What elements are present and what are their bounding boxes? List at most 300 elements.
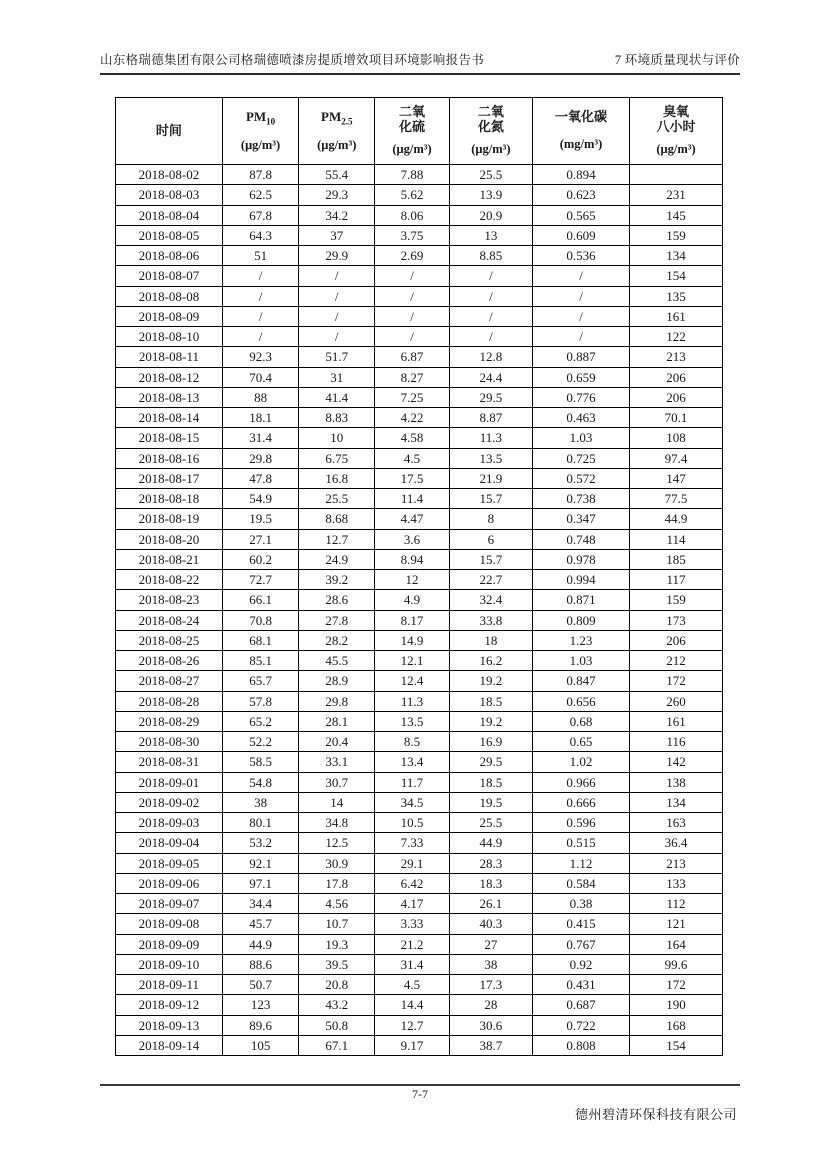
footer-rule — [100, 1084, 740, 1086]
value-cell: 1.12 — [532, 853, 629, 873]
value-cell: 44.9 — [630, 509, 723, 529]
value-cell: 1.03 — [532, 651, 629, 671]
date-cell: 2018-08-29 — [116, 711, 223, 731]
value-cell: 13 — [449, 225, 532, 245]
value-cell: 4.22 — [375, 408, 450, 428]
table-row — [116, 995, 723, 1015]
table-row — [116, 387, 723, 407]
value-cell: 9.17 — [375, 1035, 450, 1055]
table-row — [116, 975, 723, 995]
column-unit: (μg/m³) — [656, 142, 696, 157]
value-cell: 36.4 — [630, 833, 723, 853]
value-cell: 3.33 — [375, 914, 450, 934]
value-cell: 4.5 — [375, 448, 450, 468]
date-cell: 2018-09-11 — [116, 975, 223, 995]
value-cell: 134 — [630, 246, 723, 266]
value-cell: 45.7 — [222, 914, 298, 934]
date-cell: 2018-08-06 — [116, 246, 223, 266]
value-cell: / — [222, 327, 298, 347]
table-row — [116, 347, 723, 367]
value-cell: / — [449, 266, 532, 286]
value-cell: / — [375, 327, 450, 347]
table-row — [116, 489, 723, 509]
value-cell: 4.5 — [375, 975, 450, 995]
value-cell: 41.4 — [299, 387, 375, 407]
value-cell: 54.9 — [222, 489, 298, 509]
value-cell: 0.738 — [532, 489, 629, 509]
value-cell: 6.87 — [375, 347, 450, 367]
value-cell: 16.2 — [449, 651, 532, 671]
value-cell: 135 — [630, 286, 723, 306]
table-row — [116, 327, 723, 347]
value-cell: 168 — [630, 1015, 723, 1035]
value-cell: 66.1 — [222, 590, 298, 610]
value-cell: 16.8 — [299, 468, 375, 488]
value-cell: 31 — [299, 367, 375, 387]
value-cell: 10.7 — [299, 914, 375, 934]
value-cell: 29.1 — [375, 853, 450, 873]
date-cell: 2018-09-01 — [116, 772, 223, 792]
value-cell: 163 — [630, 813, 723, 833]
value-cell: 154 — [630, 1035, 723, 1055]
value-cell: 58.5 — [222, 752, 298, 772]
value-cell: 112 — [630, 894, 723, 914]
value-cell: 24.9 — [299, 549, 375, 569]
value-cell: 0.92 — [532, 954, 629, 974]
value-cell: 0.584 — [532, 873, 629, 893]
table-row — [116, 813, 723, 833]
value-cell: 8.27 — [375, 367, 450, 387]
value-cell: 19.2 — [449, 711, 532, 731]
value-cell: 114 — [630, 529, 723, 549]
value-cell: / — [299, 306, 375, 326]
date-cell: 2018-08-02 — [116, 165, 223, 185]
value-cell: 154 — [630, 266, 723, 286]
value-cell: 19.5 — [222, 509, 298, 529]
value-cell: 4.9 — [375, 590, 450, 610]
value-cell: 0.887 — [532, 347, 629, 367]
value-cell: 8 — [449, 509, 532, 529]
value-cell: 12.1 — [375, 651, 450, 671]
value-cell: 0.463 — [532, 408, 629, 428]
date-cell: 2018-08-08 — [116, 286, 223, 306]
value-cell: 3.6 — [375, 529, 450, 549]
value-cell: 0.431 — [532, 975, 629, 995]
table-row — [116, 529, 723, 549]
value-cell: 99.6 — [630, 954, 723, 974]
column-header — [449, 98, 532, 165]
column-unit: (μg/m³) — [240, 138, 281, 153]
table-row — [116, 792, 723, 812]
value-cell: 28.9 — [299, 671, 375, 691]
value-cell: 2.69 — [375, 246, 450, 266]
date-cell: 2018-08-28 — [116, 691, 223, 711]
value-cell: 29.9 — [299, 246, 375, 266]
value-cell: 39.2 — [299, 570, 375, 590]
value-cell: 38 — [222, 792, 298, 812]
value-cell: 65.7 — [222, 671, 298, 691]
value-cell: / — [299, 286, 375, 306]
value-cell: 5.62 — [375, 185, 450, 205]
date-cell: 2018-08-23 — [116, 590, 223, 610]
value-cell: 0.596 — [532, 813, 629, 833]
value-cell: 43.2 — [299, 995, 375, 1015]
table-row — [116, 286, 723, 306]
value-cell: 21.2 — [375, 934, 450, 954]
date-cell: 2018-09-09 — [116, 934, 223, 954]
value-cell: 0.515 — [532, 833, 629, 853]
date-cell: 2018-08-14 — [116, 408, 223, 428]
value-cell: 161 — [630, 711, 723, 731]
value-cell: 18.5 — [449, 772, 532, 792]
table-row — [116, 165, 723, 185]
value-cell: 40.3 — [449, 914, 532, 934]
value-cell: 30.9 — [299, 853, 375, 873]
value-cell: 27 — [449, 934, 532, 954]
value-cell: 52.2 — [222, 732, 298, 752]
date-cell: 2018-09-02 — [116, 792, 223, 812]
value-cell: 68.1 — [222, 630, 298, 650]
value-cell: 213 — [630, 347, 723, 367]
date-cell: 2018-09-13 — [116, 1015, 223, 1035]
table-header-row — [116, 98, 723, 165]
value-cell: 108 — [630, 428, 723, 448]
value-cell: 172 — [630, 975, 723, 995]
table-row — [116, 752, 723, 772]
value-cell: / — [375, 286, 450, 306]
value-cell: 3.75 — [375, 225, 450, 245]
date-cell: 2018-09-14 — [116, 1035, 223, 1055]
value-cell: 0.871 — [532, 590, 629, 610]
value-cell: 0.415 — [532, 914, 629, 934]
date-cell: 2018-09-12 — [116, 995, 223, 1015]
value-cell: 8.87 — [449, 408, 532, 428]
value-cell: 31.4 — [222, 428, 298, 448]
value-cell: 8.17 — [375, 610, 450, 630]
value-cell: 28.1 — [299, 711, 375, 731]
table-row — [116, 1035, 723, 1055]
value-cell: 44.9 — [222, 934, 298, 954]
column-title: 二氧 化氮 — [477, 104, 504, 135]
value-cell: 0.722 — [532, 1015, 629, 1035]
date-cell: 2018-08-25 — [116, 630, 223, 650]
value-cell: 34.2 — [299, 205, 375, 225]
value-cell: 11.3 — [449, 428, 532, 448]
column-unit: (μg/m³) — [471, 142, 511, 157]
value-cell: 7.88 — [375, 165, 450, 185]
value-cell: 0.68 — [532, 711, 629, 731]
table-row — [116, 914, 723, 934]
value-cell: 0.687 — [532, 995, 629, 1015]
value-cell: 28.2 — [299, 630, 375, 650]
value-cell: 173 — [630, 610, 723, 630]
date-cell: 2018-08-26 — [116, 651, 223, 671]
value-cell: 88.6 — [222, 954, 298, 974]
value-cell: 0.847 — [532, 671, 629, 691]
value-cell: 44.9 — [449, 833, 532, 853]
date-cell: 2018-08-16 — [116, 448, 223, 468]
value-cell: 64.3 — [222, 225, 298, 245]
table-row — [116, 266, 723, 286]
value-cell: 14.9 — [375, 630, 450, 650]
value-cell: 27.1 — [222, 529, 298, 549]
value-cell: 0.659 — [532, 367, 629, 387]
table-row — [116, 610, 723, 630]
value-cell: 0.347 — [532, 509, 629, 529]
value-cell: 190 — [630, 995, 723, 1015]
date-cell: 2018-08-27 — [116, 671, 223, 691]
value-cell: 122 — [630, 327, 723, 347]
date-cell: 2018-08-07 — [116, 266, 223, 286]
value-cell: 20.8 — [299, 975, 375, 995]
value-cell: 1.02 — [532, 752, 629, 772]
value-cell: 0.978 — [532, 549, 629, 569]
value-cell: 13.5 — [449, 448, 532, 468]
value-cell: 85.1 — [222, 651, 298, 671]
value-cell: 6.75 — [299, 448, 375, 468]
date-cell: 2018-09-05 — [116, 853, 223, 873]
table-row — [116, 225, 723, 245]
value-cell: 77.5 — [630, 489, 723, 509]
date-cell: 2018-08-22 — [116, 570, 223, 590]
date-cell: 2018-09-06 — [116, 873, 223, 893]
value-cell: 47.8 — [222, 468, 298, 488]
value-cell: 4.17 — [375, 894, 450, 914]
value-cell: / — [532, 286, 629, 306]
value-cell: 18.1 — [222, 408, 298, 428]
column-header — [375, 98, 450, 165]
value-cell: 51 — [222, 246, 298, 266]
table-row — [116, 590, 723, 610]
date-cell: 2018-09-04 — [116, 833, 223, 853]
column-title: 二氧 化硫 — [398, 104, 425, 135]
value-cell: 26.1 — [449, 894, 532, 914]
table-body — [116, 165, 723, 1056]
value-cell: 88 — [222, 387, 298, 407]
value-cell: 164 — [630, 934, 723, 954]
value-cell: 38 — [449, 954, 532, 974]
value-cell: 45.5 — [299, 651, 375, 671]
value-cell: 34.4 — [222, 894, 298, 914]
value-cell: 18.5 — [449, 691, 532, 711]
value-cell: 6 — [449, 529, 532, 549]
value-cell: 10.5 — [375, 813, 450, 833]
column-header — [116, 98, 223, 165]
value-cell: 7.25 — [375, 387, 450, 407]
date-cell: 2018-09-07 — [116, 894, 223, 914]
value-cell: 4.56 — [299, 894, 375, 914]
column-title: $PM_{2.5}$ — [321, 108, 353, 127]
date-cell: 2018-08-03 — [116, 185, 223, 205]
table-row — [116, 428, 723, 448]
column-unit: (μg/m³) — [317, 138, 357, 153]
value-cell: 32.4 — [449, 590, 532, 610]
column-header — [532, 98, 629, 165]
value-cell: 10 — [299, 428, 375, 448]
value-cell: 60.2 — [222, 549, 298, 569]
value-cell: / — [375, 266, 450, 286]
table-row — [116, 205, 723, 225]
date-cell: 2018-08-21 — [116, 549, 223, 569]
value-cell: 27.8 — [299, 610, 375, 630]
value-cell: 30.7 — [299, 772, 375, 792]
value-cell: / — [222, 306, 298, 326]
value-cell: 80.1 — [222, 813, 298, 833]
value-cell: 53.2 — [222, 833, 298, 853]
value-cell: 14.4 — [375, 995, 450, 1015]
value-cell: 161 — [630, 306, 723, 326]
value-cell: / — [222, 266, 298, 286]
value-cell: / — [532, 306, 629, 326]
table-row — [116, 954, 723, 974]
value-cell: 147 — [630, 468, 723, 488]
value-cell: 19.5 — [449, 792, 532, 812]
table-row — [116, 853, 723, 873]
value-cell: 34.5 — [375, 792, 450, 812]
value-cell: 38.7 — [449, 1035, 532, 1055]
value-cell: 11.3 — [375, 691, 450, 711]
column-title: 一氧化碳 — [555, 109, 608, 125]
value-cell: 29.5 — [449, 752, 532, 772]
value-cell: 172 — [630, 671, 723, 691]
value-cell: 8.94 — [375, 549, 450, 569]
value-cell: 67.1 — [299, 1035, 375, 1055]
date-cell: 2018-08-09 — [116, 306, 223, 326]
table-row — [116, 732, 723, 752]
date-cell: 2018-09-10 — [116, 954, 223, 974]
value-cell: 17.8 — [299, 873, 375, 893]
value-cell: 0.65 — [532, 732, 629, 752]
value-cell: 92.1 — [222, 853, 298, 873]
air-quality-table-container — [115, 97, 723, 1056]
value-cell: 28 — [449, 995, 532, 1015]
value-cell: 0.767 — [532, 934, 629, 954]
value-cell: / — [449, 327, 532, 347]
value-cell: 28.3 — [449, 853, 532, 873]
date-cell: 2018-08-19 — [116, 509, 223, 529]
date-cell: 2018-08-31 — [116, 752, 223, 772]
value-cell: 138 — [630, 772, 723, 792]
value-cell: 116 — [630, 732, 723, 752]
value-cell: 11.7 — [375, 772, 450, 792]
value-cell — [630, 165, 723, 185]
value-cell: 206 — [630, 367, 723, 387]
table-row — [116, 651, 723, 671]
value-cell: 0.623 — [532, 185, 629, 205]
value-cell: 12.8 — [449, 347, 532, 367]
value-cell: 19.3 — [299, 934, 375, 954]
value-cell: 260 — [630, 691, 723, 711]
value-cell: 206 — [630, 387, 723, 407]
table-row — [116, 1015, 723, 1035]
header-document-title: 山东格瑞德集团有限公司格瑞德喷漆房提质增效项目环境影响报告书 — [100, 53, 485, 67]
table-row — [116, 711, 723, 731]
value-cell: 0.666 — [532, 792, 629, 812]
table-row — [116, 185, 723, 205]
column-unit: (μg/m³) — [392, 142, 432, 157]
table-row — [116, 367, 723, 387]
value-cell: 206 — [630, 630, 723, 650]
value-cell: / — [449, 306, 532, 326]
value-cell: 19.2 — [449, 671, 532, 691]
table-row — [116, 570, 723, 590]
value-cell: / — [375, 306, 450, 326]
value-cell: 12.5 — [299, 833, 375, 853]
value-cell: 117 — [630, 570, 723, 590]
value-cell: 18.3 — [449, 873, 532, 893]
value-cell: 11.4 — [375, 489, 450, 509]
value-cell: 62.5 — [222, 185, 298, 205]
value-cell: 70.4 — [222, 367, 298, 387]
value-cell: 25.5 — [299, 489, 375, 509]
column-header — [299, 98, 375, 165]
value-cell: 12.7 — [299, 529, 375, 549]
value-cell: 54.8 — [222, 772, 298, 792]
table-row — [116, 408, 723, 428]
table-row — [116, 691, 723, 711]
table-row — [116, 873, 723, 893]
value-cell: 17.3 — [449, 975, 532, 995]
date-cell: 2018-09-03 — [116, 813, 223, 833]
value-cell: 16.9 — [449, 732, 532, 752]
value-cell: 29.5 — [449, 387, 532, 407]
value-cell: 0.894 — [532, 165, 629, 185]
value-cell: 159 — [630, 225, 723, 245]
table-row — [116, 833, 723, 853]
value-cell: / — [449, 286, 532, 306]
value-cell: 24.4 — [449, 367, 532, 387]
value-cell: 20.9 — [449, 205, 532, 225]
value-cell: 34.8 — [299, 813, 375, 833]
value-cell: 0.572 — [532, 468, 629, 488]
running-header — [100, 50, 740, 75]
value-cell: 29.3 — [299, 185, 375, 205]
value-cell: 212 — [630, 651, 723, 671]
date-cell: 2018-08-12 — [116, 367, 223, 387]
value-cell: 13.5 — [375, 711, 450, 731]
value-cell: 123 — [222, 995, 298, 1015]
value-cell: 0.656 — [532, 691, 629, 711]
column-title: 时间 — [155, 122, 182, 138]
date-cell: 2018-08-30 — [116, 732, 223, 752]
value-cell: 0.776 — [532, 387, 629, 407]
value-cell: 4.58 — [375, 428, 450, 448]
table-row — [116, 306, 723, 326]
table-row — [116, 934, 723, 954]
date-cell: 2018-08-17 — [116, 468, 223, 488]
value-cell: 0.809 — [532, 610, 629, 630]
value-cell: 1.23 — [532, 630, 629, 650]
value-cell: 8.68 — [299, 509, 375, 529]
value-cell: / — [299, 327, 375, 347]
date-cell: 2018-08-11 — [116, 347, 223, 367]
value-cell: 105 — [222, 1035, 298, 1055]
value-cell: 7.33 — [375, 833, 450, 853]
value-cell: 29.8 — [222, 448, 298, 468]
value-cell: 159 — [630, 590, 723, 610]
table-row — [116, 246, 723, 266]
date-cell: 2018-08-13 — [116, 387, 223, 407]
value-cell: 72.7 — [222, 570, 298, 590]
footer-company-name: 德州碧清环保科技有限公司 — [574, 1107, 737, 1122]
value-cell: 92.3 — [222, 347, 298, 367]
value-cell: 8.83 — [299, 408, 375, 428]
date-cell: 2018-08-15 — [116, 428, 223, 448]
value-cell: 89.6 — [222, 1015, 298, 1035]
table-row — [116, 894, 723, 914]
value-cell: 13.9 — [449, 185, 532, 205]
column-unit: (mg/m³) — [559, 137, 603, 152]
